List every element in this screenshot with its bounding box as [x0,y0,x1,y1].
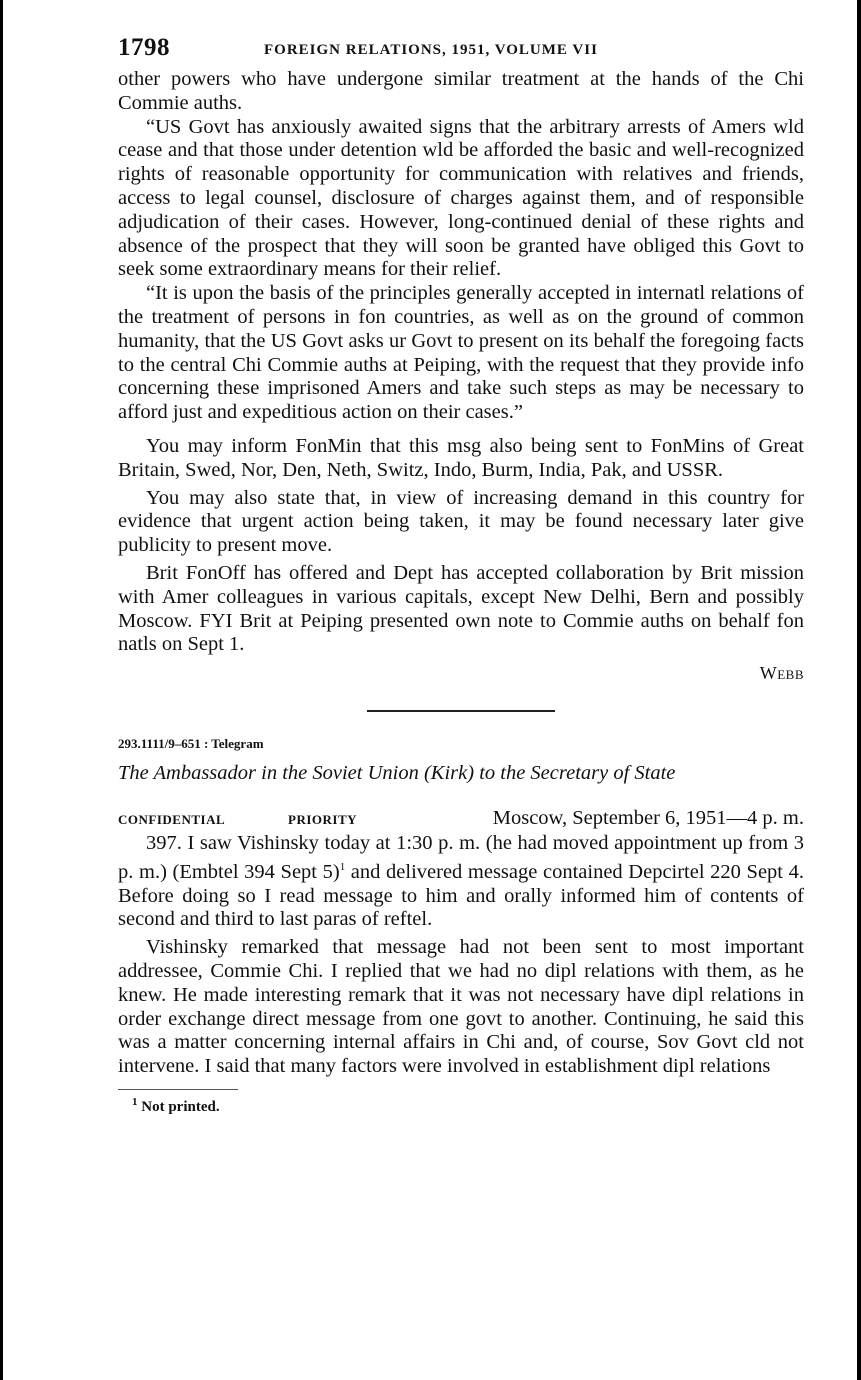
paragraph: You may inform FonMin that this msg also being sent to FonMins of Great Britain, Swed, Nor, Den, Neth, Switz, Indo, Burm, India, Pak, and USSR. [118,434,804,481]
precedence-label: PRIORITY [288,812,358,828]
running-head: FOREIGN RELATIONS, 1951, VOLUME VII [264,42,598,58]
classification-label: CONFIDENTIAL [118,812,226,828]
paragraph: other powers who have undergone similar treatment at the hands of the Chi Commie auths. [118,68,804,114]
footnote: $^1$ Not printed. [132,1095,220,1115]
signature: Webb [759,663,804,684]
paragraph: You may also state that, in view of increasing demand in this country for evidence that urgent action being taken, it may be found necessary later give publicity to present move. [118,486,804,557]
paragraph: Vishinsky remarked that message had not been sent to most important addressee, Commie Chi. I replied that we had no dipl relations with them, as he knew. He made interesting remark that it was not necessary have dipl relations in order exchange direct message from one govt to another. Continuing, he said this was a matter concerning internal affairs in Chi and, of course, Sov Govt cld not intervene. I said that many factors were involved in establishment dipl relations [118,936,804,1078]
page-number: 1798 [118,34,170,61]
document-title: The Ambassador in the Soviet Union (Kirk) to the Secretary of State [118,762,676,785]
place-date: Moscow, September 6, 1951—4 p. m. [492,807,804,830]
footnote-reference: 1 [339,860,346,873]
paragraph: Brit FonOff has offered and Dept has accepted collaboration by Brit mission with Amer colleagues in various capitals, except New Delhi, Bern and possibly Moscow. FYI Brit at Peiping presented own note to Commie auths on behalf fon natls on Sept 1. [118,561,804,656]
dateline [118,807,804,830]
paragraph: “It is upon the basis of the principles generally accepted in internatl relations of the treatment of persons in fon countries, as well as on the ground of common humanity, that the US Govt asks ur Govt to present on its behalf the foregoing facts to the central Chi Commie auths at Peiping, with the request that they provide info concerning these imprisoned Amers and take such steps as may be necessary to afford just and expeditious action on their cases.” [118,282,804,424]
footnote-divider [118,1089,238,1090]
paragraph: 397. I saw Vishinsky today at 1:30 p. m. (he had moved appointment up from 3 p. m.) (Embtel 394 Sept 5)$^1$ and delivered message contained Depcirtel 220 Sept 4. Before doing so I read message to him and orally informed him of contents of second and third to last paras of reftel. [118,832,804,931]
document-file-number: 293.1111/9–651 : Telegram [118,736,264,752]
scan-border-right [857,0,861,1380]
section-divider [367,710,555,712]
scan-border-left [0,0,3,1380]
document-page [118,34,804,1116]
page-header [118,34,804,68]
telegram-continuation [118,68,804,684]
paragraph: “US Govt has anxiously awaited signs that the arbitrary arrests of Amers wld cease and that those under detention wld be afforded the basic and well-recognized rights of reasonable opportunity for communication with relatives and friends, access to legal counsel, disclosure of charges against them, and of responsible adjudication of their cases. However, long-continued denial of these rights and absence of the prospect that they will soon be granted have obliged this Govt to seek some extraordinary means for their relief. [118,115,804,281]
telegram-body [118,832,804,1079]
